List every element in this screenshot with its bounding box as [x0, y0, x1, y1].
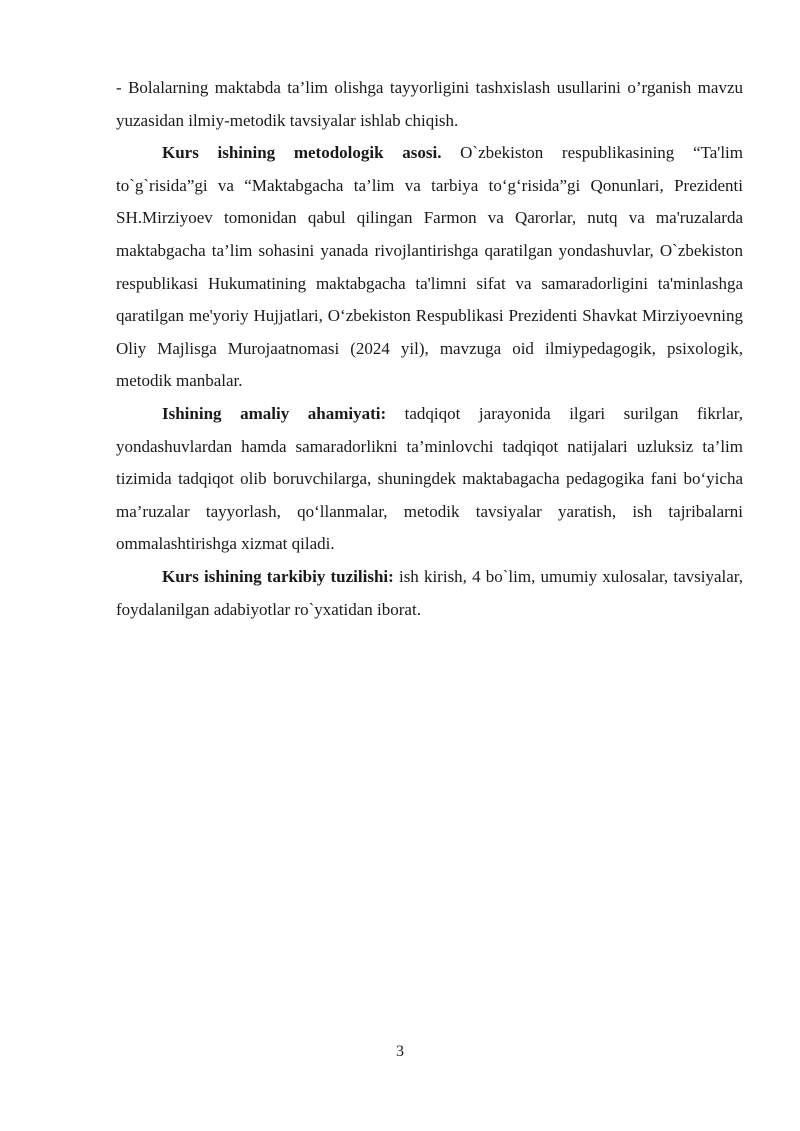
paragraph-intro-item: [116, 72, 743, 137]
paragraph-structure-heading: Kurs ishining tarkibiy tuzilishi:: [162, 566, 394, 586]
paragraph-practical-significance-heading: Ishining amaliy ahamiyati:: [162, 403, 387, 423]
paragraph-structure-text: ish kirish, 4 bo`lim, umumiy xulosalar, tavsiyalar, foydalanilgan adabiyotlar ro`yxatidan iborat.: [116, 566, 743, 619]
paragraph-methodological-basis-text: O`zbekiston respublikasining “Ta'lim to`g`risida”gi va “Maktabgacha ta’lim va tarbiya to‘g‘risida”gi Qonunlari, Prezidenti SH.Mirziyoev tomonidan qabul qilingan Farmon va Qarorlar, nutq va ma'ruzalarda maktabgacha ta’lim sohasini yanada rivojlantirishga qaratilgan yondashuvlar, O`zbekiston respublikasi Hukumatining maktabgacha ta'limni sifat va samaradorligini ta'minlashga qaratilgan me'yoriy Hujjatlari, O‘zbekiston Respublikasi Prezidenti Shavkat Mirziyoevning Oliy Majlisga Murojaatnomasi (2024 yil), mavzuga oid ilmiypedagogik, psixologik, metodik manbalar.: [116, 143, 743, 391]
document-body: [116, 72, 743, 626]
paragraph-practical-significance: [116, 398, 743, 561]
page-number: 3: [396, 1043, 404, 1060]
paragraph-structure: [116, 561, 743, 626]
paragraph-practical-significance-text: tadqiqot jarayonida ilgari surilgan fikrlar, yondashuvlardan hamda samaradorlikni ta’minlovchi tadqiqot natijalari uzluksiz ta’lim tizimida tadqiqot olib boruvchilarga, shuningdek maktabagacha pedagogika fani bo‘yicha ma’ruzalar tayyorlash, qo‘llanmalar, metodik tavsiyalar yaratish, ish tajribalarni ommalashtirishga xizmat qiladi.: [116, 403, 743, 554]
paragraph-methodological-basis-heading: Kurs ishining metodologik asosi.: [162, 143, 442, 163]
paragraph-intro-text: - Bolalarning maktabda ta’lim olishga tayyorligini tashxislash usullarini o’rganish mavzu yuzasidan ilmiy-metodik tavsiyalar ishlab chiqish.: [116, 78, 743, 130]
paragraph-methodological-basis: [116, 137, 743, 398]
